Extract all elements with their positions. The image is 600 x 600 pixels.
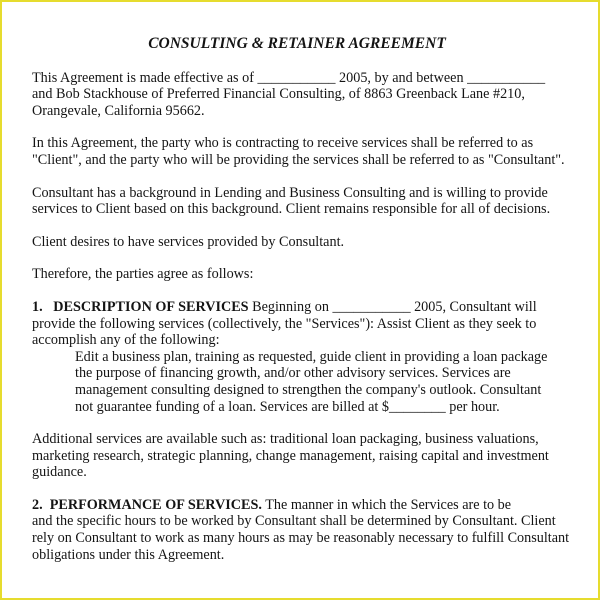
section-2-first-line bbox=[32, 497, 592, 514]
additional-paragraph bbox=[32, 431, 592, 481]
intro-line: This Agreement is made effective as of ___________ 2005, by and between ___________ bbox=[32, 69, 546, 86]
section-1-first-line bbox=[32, 299, 592, 316]
document-page bbox=[32, 36, 592, 563]
definitions-paragraph bbox=[32, 135, 592, 168]
background-line: Consultant has a background in Lending and Business Consulting and is willing to provide bbox=[32, 184, 548, 201]
therefore-paragraph: Therefore, the parties agree as follows: bbox=[32, 266, 254, 283]
section-2 bbox=[32, 497, 592, 563]
section-2-number: 2. bbox=[32, 496, 43, 513]
section-1-line1-text: Beginning on ___________ 2005, Consultant will bbox=[248, 298, 537, 315]
section-1 bbox=[32, 299, 592, 415]
section-1-number: 1. bbox=[32, 298, 43, 315]
background-paragraph bbox=[32, 185, 592, 218]
desire-paragraph: Client desires to have services provided by Consultant. bbox=[32, 233, 345, 250]
section-1-indented-line: management consulting designed to strengthen the company's outlook. Consultant bbox=[75, 381, 542, 398]
section-2-line: obligations under this Agreement. bbox=[32, 546, 225, 563]
section-1-line: accomplish any of the following: bbox=[32, 332, 220, 349]
additional-line: guidance. bbox=[32, 464, 87, 481]
intro-paragraph bbox=[32, 70, 592, 120]
section-1-heading: DESCRIPTION OF SERVICES bbox=[53, 298, 249, 315]
section-1-line: provide the following services (collectively, the "Services"): Assist Client as they seek to bbox=[32, 315, 537, 332]
section-2-line1-text: The manner in which the Services are to be bbox=[261, 496, 512, 513]
background-line: services to Client based on this background. Client remains responsible for all of decisions. bbox=[32, 201, 551, 218]
section-1-indented-line: Edit a business plan, training as requested, guide client in providing a loan package bbox=[75, 348, 548, 365]
section-1-indented-line: not guarantee funding of a loan. Services are billed at $________ per hour. bbox=[75, 398, 500, 415]
section-2-heading: PERFORMANCE OF SERVICES. bbox=[49, 496, 262, 513]
additional-line: Additional services are available such as: traditional loan packaging, business valuations, bbox=[32, 431, 539, 448]
intro-line: Orangevale, California 95662. bbox=[32, 102, 205, 119]
definitions-line: "Client", and the party who will be providing the services shall be referred to as "Consultant". bbox=[32, 151, 565, 168]
section-1-indented-line: the purpose of financing growth, and/or other advisory services. Services are bbox=[75, 365, 511, 382]
section-2-line: and the specific hours to be worked by Consultant shall be determined by Consultant. Client bbox=[32, 513, 556, 530]
section-2-line: rely on Consultant to work as many hours as may be reasonably necessary to fulfill Consultant bbox=[32, 530, 570, 547]
intro-line: and Bob Stackhouse of Preferred Financial Consulting, of 8863 Greenback Lane #210, bbox=[32, 86, 525, 103]
definitions-line: In this Agreement, the party who is contracting to receive services shall be referred to as bbox=[32, 135, 534, 152]
document-title: CONSULTING & RETAINER AGREEMENT bbox=[148, 35, 446, 52]
additional-line: marketing research, strategic planning, change management, raising capital and investment bbox=[32, 447, 549, 464]
section-1-indented-block bbox=[32, 349, 592, 415]
